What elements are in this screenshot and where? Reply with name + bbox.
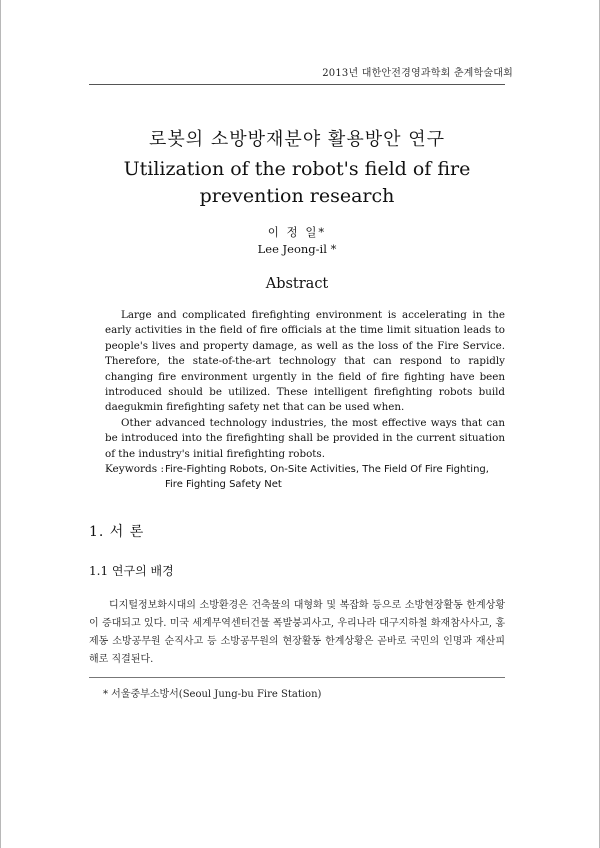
footnote: * 서울중부소방서(Seoul Jung-bu Fire Station) [103, 689, 322, 700]
author-korean: 이 정 일* [267, 225, 327, 239]
running-header: 2013년 대한안전경영과학회 춘계학술대회 [322, 68, 513, 79]
title-english-line1: Utilization of the robot's field of fire [123, 158, 471, 180]
abstract-heading: Abstract [265, 276, 329, 292]
body-paragraph: 디지털정보화시대의 소방환경은 건축물의 대형화 및 복잡화 등으로 소방현장활동 한계상황이 증대되고 있다. 미국 세계무역센터건물 폭발붕괴사고, 우리나라 대구지하철 화재참사사고, 홍제동 소방공무원 순직사고 등 소방공무원의 현장활동 한계상황은 곧바로 국민의 인명과 재산피해로 직결된다. [89, 600, 505, 665]
title-english-line2: prevention research [199, 185, 395, 207]
keywords [105, 462, 505, 493]
abstract-paragraph-1: Large and complicated firefighting environment is accelerating in the early activities in the field of fire officials at the time limit situation leads to people's lives and property damage, as well as the loss of the Fire Service. Therefore, the state-of-the-art technology that can respond to rapidly changing fire environment urgently in the field of fire fighting have been introduced should be utilized. These intelligent firefighting robots build daegukmin firefighting safety net that can be used when. [105, 309, 505, 414]
body-text [89, 597, 505, 669]
header-rule [89, 84, 505, 85]
keywords-line-2: Fire Fighting Safety Net [165, 479, 282, 491]
title-korean: 로봇의 소방방재분야 활용방안 연구 [149, 129, 445, 150]
author-english: Lee Jeong-il * [257, 242, 337, 256]
keywords-label: Keywords : [105, 463, 165, 475]
abstract-body [105, 308, 505, 462]
title-block [89, 128, 505, 210]
title-english [89, 156, 505, 210]
footnote-rule [89, 677, 505, 678]
keywords-text-1: Fire-Fighting Robots, On-Site Activities, The Field Of Fire Fighting, [165, 464, 489, 475]
subsection-heading-background: 1.1 연구의 배경 [89, 564, 174, 578]
abstract-paragraph-2: Other advanced technology industries, the most effective ways that can be introduced into the firefighting shall be provided in the current situation of the industry's initial firefighting robots. [105, 416, 505, 460]
keywords-line-1 [105, 462, 505, 477]
author-block [89, 224, 505, 258]
section-heading-introduction: 1. 서 론 [89, 524, 145, 540]
